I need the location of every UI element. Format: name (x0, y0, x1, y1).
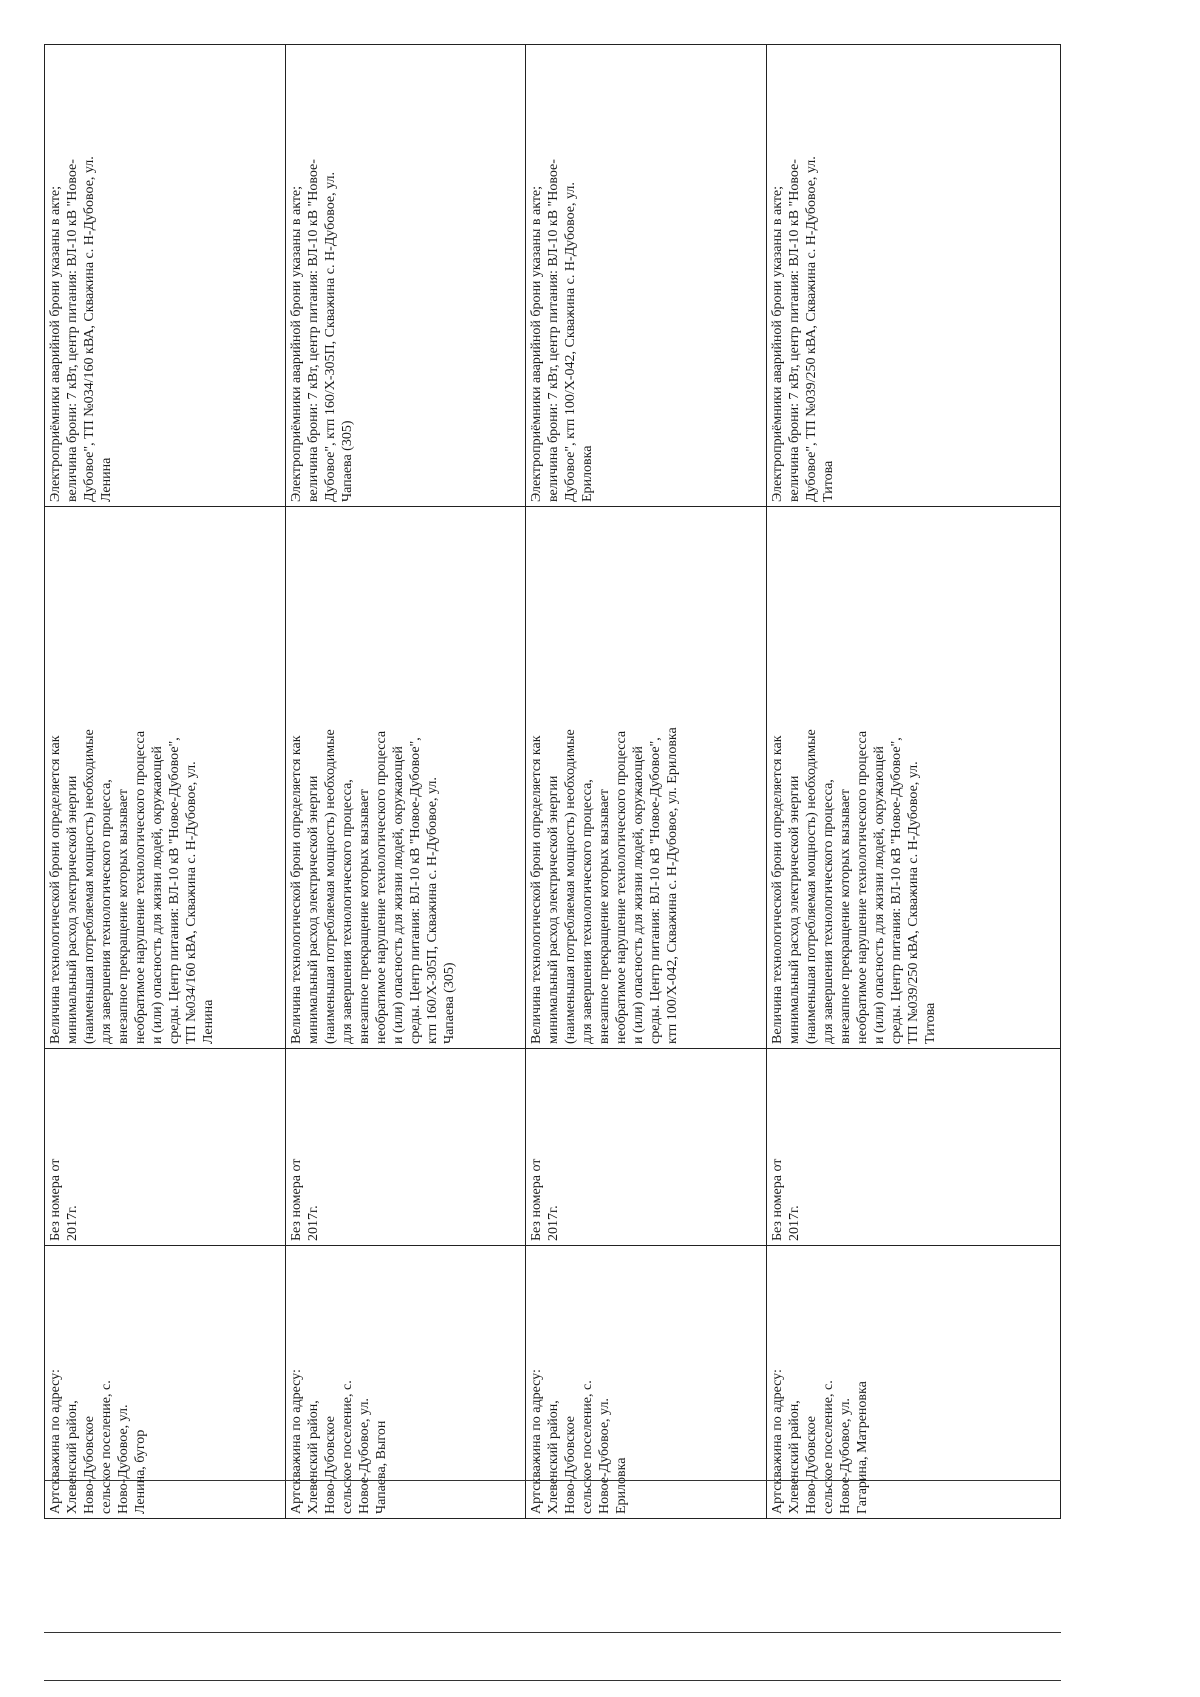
object-cell: Артскважина по адресу: Хлевенский район, Ново-Дубовское сельское поселение, с. Ново-Дубовое, ул. Ленина, бугор (48, 1369, 148, 1514)
tech-reserve-cell: Величина технологической брони определяется как минимальный расход электрической энергии (наименьшая потребляемая мощность) необходимые для завершения технологического процесса, внезапное прекращение которых вызывает необратимое нарушение технологического процесса и (или) опасность для жизни людей, окружающей среды. Центр питания: ВЛ-10 кВ "Новое-Дубовое", ТП №039/250 кВА, Скважина с. Н-Дубовое, ул. Титова (770, 729, 938, 1044)
table-border-bottom (1060, 44, 1061, 1519)
emergency-reserve-cell: Электроприёмники аварийной брони указаны в акте; величина брони: 7 кВт, центр питания: ВЛ-10 кВ "Новое- Дубовое", ТП №039/250 кВА, Скважина с. Н-Дубовое, ул. Титова (770, 156, 836, 502)
rotated-table-frame (44, 44, 1061, 1519)
act-cell: Без номера от 2017г. (529, 1158, 561, 1241)
act-cell: Без номера от 2017г. (289, 1158, 321, 1241)
page-rule (44, 1680, 1061, 1681)
emergency-reserve-cell: Электроприёмники аварийной брони указаны в акте; величина брони: 7 кВт, центр питания: ВЛ-10 кВ "Новое- Дубовое", ктп 100/Х-042, Скважина с. Н-Дубовое, ул. Ериловка (529, 159, 595, 502)
act-cell: Без номера от 2017г. (48, 1158, 80, 1241)
object-cell: Артскважина по адресу: Хлевенский район, Ново-Дубовское сельское поселение, с. Новое-Дубовое, ул. Ериловка (529, 1369, 629, 1514)
rotated-table (44, 44, 1061, 1519)
object-cell: Артскважина по адресу: Хлевенский район, Ново-Дубовское сельское поселение, с. Новое-Дубовое, ул. Чапаева, Выгон (289, 1369, 389, 1514)
tech-reserve-cell: Величина технологической брони определяется как минимальный расход электрической энергии (наименьшая потребляемая мощность) необходимые для завершения технологического процесса, внезапное прекращение которых вызывает необратимое нарушение технологического процесса и (или) опасность для жизни людей, окружающей среды. Центр питания: ВЛ-10 кВ "Новое-Дубовое", ТП №034/160 кВА, Скважина с. Н-Дубовое, ул. Ленина (48, 729, 216, 1044)
object-cell: Артскважина по адресу: Хлевенский район, Ново-Дубовское сельское поселение, с. Новое-Дубовое, ул. Гагарина, Матреновка (770, 1369, 870, 1514)
emergency-reserve-cell: Электроприёмники аварийной брони указаны в акте; величина брони: 7 кВт, центр питания: ВЛ-10 кВ "Новое- Дубовое", ктп 160/Х-305П, Скважина с. Н-Дубовое, ул. Чапаева (305) (289, 159, 355, 502)
emergency-reserve-cell: Электроприёмники аварийной брони указаны в акте; величина брони: 7 кВт, центр питания: ВЛ-10 кВ "Новое- Дубовое", ТП №034/160 кВА, Скважина с. Н-Дубовое, ул. Ленина (48, 156, 114, 502)
tech-reserve-cell: Величина технологической брони определяется как минимальный расход электрической энергии (наименьшая потребляемая мощность) необходимые для завершения технологического процесса, внезапное прекращение которых вызывает необратимое нарушение технологического процесса и (или) опасность для жизни людей, окружающей среды. Центр питания: ВЛ-10 кВ "Новое-Дубовое", ктп 160/Х-305П, Скважина с. Н-Дубовое, ул. Чапаева (305) (289, 729, 457, 1044)
page-rule (44, 1480, 1061, 1481)
page-rule (44, 1632, 1061, 1633)
tech-reserve-cell: Величина технологической брони определяется как минимальный расход электрической энергии (наименьшая потребляемая мощность) необходимые для завершения технологического процесса, внезапное прекращение которых вызывает необратимое нарушение технологического процесса и (или) опасность для жизни людей, окружающей среды. Центр питания: ВЛ-10 кВ "Новое-Дубовое", ктп 100/Х-042, Скважина с. Н-Дубовое, ул. Ериловка (529, 727, 680, 1044)
act-cell: Без номера от 2017г. (770, 1158, 802, 1241)
